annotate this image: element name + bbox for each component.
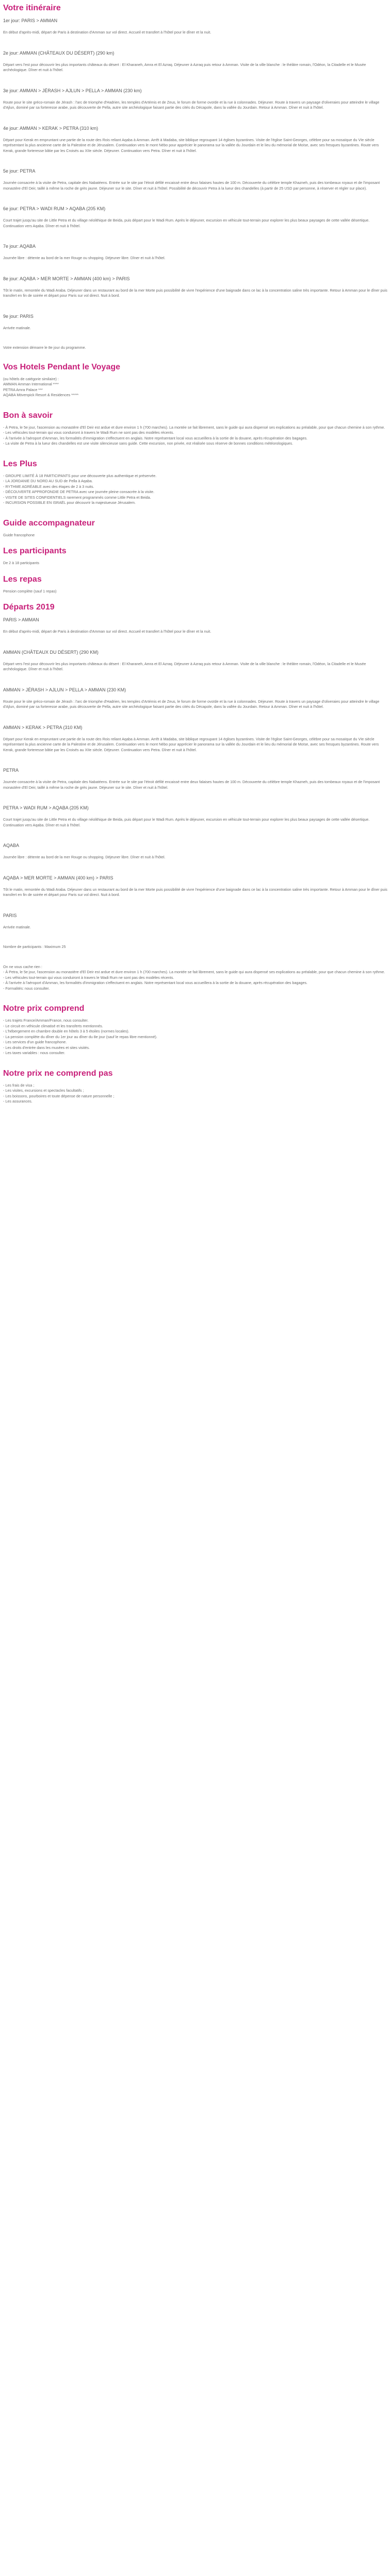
not-included-line: - Les boissons, pourboires et toute dépense de nature personnelle ;: [3, 1093, 115, 1098]
meals-text: Pension complète (sauf 1 repas): [3, 588, 57, 594]
participants-section: [3, 546, 388, 566]
plus-line: - INCURSION POSSIBLE EN ISRAËL pour découvrir la majestueuse Jérusalem.: [3, 500, 136, 505]
good-to-know-line: - À l'arrivée à l'aéroport d'Amman, les formalités d'immigration s'effectuent en anglais. Notre représentant local vous accueillera à la sortie de la douane, après récupération des bagages.: [3, 435, 308, 440]
good-to-know-heading: Bon à savoir: [3, 411, 53, 420]
good-to-know-list: [3, 425, 388, 447]
day-block: [3, 125, 388, 154]
included-line: - La pension complète du dîner du 1er jour au dîner du 8e jour (sauf le repas libre mentionné).: [3, 1034, 157, 1039]
hotel-line: (ou hôtels de catégorie similaire) :: [3, 376, 59, 381]
day-description: Court trajet jusqu'au site de Little Petra et du village néolithique de Beida, puis départ pour le Wadi Rum. Après le déjeuner, excursion en véhicule tout-terrain pour explorer les plus beaux paysages de cette vallée désertique. Continuation vers Aqaba. Dîner et nuit à l'hôtel.: [3, 218, 370, 228]
day-block: [3, 50, 388, 73]
day-block: [3, 88, 388, 111]
day-description: En début d'après-midi, départ de Paris à destination d'Amman sur vol direct. Accueil et transfert à l'hôtel pour le dîner et la nuit.: [3, 30, 211, 35]
day-title: AQABA: [3, 843, 20, 848]
day-block: [3, 18, 388, 36]
note-line: - Les véhicules tout-terrain qui vous conduiront à travers le Wadi Rum ne sont pas des modèles récents.: [3, 975, 174, 980]
plus-line: - DÉCOUVERTE APPROFONDIE DE PETRA avec une journée pleine consacrée à la visite.: [3, 489, 155, 494]
meals-heading: Les repas: [3, 574, 42, 584]
plus-line: - GROUPE LIMITÉ À 18 PARTICIPANTS pour une découverte plus authentique et préservée.: [3, 473, 157, 478]
included-line: - Les trajets France/Amman/France, nous consulter.: [3, 1018, 89, 1023]
day-block: [3, 875, 388, 898]
day-description: Route pour le site gréco-romain de Jérash : l'arc de triomphe d'Hadrien, les temples d'Artémis et de Zeus, le forum de forme ovoïde et la rue à colonnades. Déjeuner. Route à travers un paysage d'oliveraies pour atteindre le village d'Ajlun, dominé par sa forteresse arabe, puis découverte de Pella, autre site archéologique faisant partie des cités du Décapole, dans la vallée du Jourdain. Retour à Amman. Dîner et nuit à l'hôtel.: [3, 699, 380, 709]
plus-line: - VISITE DE SITES CONFIDENTIELS rarement programmés comme Little Petra et Beida.: [3, 495, 151, 500]
day-block: [3, 617, 388, 635]
included-section: [3, 1004, 388, 1056]
not-included-line: - Les visites, excursions et spectacles facultatifs ;: [3, 1088, 84, 1093]
day-title: 6e jour: PETRA > WADI RUM > AQABA (205 KM): [3, 206, 106, 211]
hotels-list: [3, 377, 388, 398]
guide-text: Guide francophone: [3, 532, 35, 537]
departures-heading: Départs 2019: [3, 603, 55, 612]
day-block: [3, 842, 388, 860]
included-line: - Les droits d'entrée dans les musées et sites visités.: [3, 1045, 90, 1050]
day-block: [3, 687, 388, 710]
guide-heading: Guide accompagnateur: [3, 518, 95, 528]
day-title: AMMAN (CHÂTEAUX DU DÉSERT) (290 KM): [3, 649, 99, 655]
day-block: [3, 912, 388, 930]
hotels-heading: Vos Hotels Pendant le Voyage: [3, 362, 121, 371]
included-heading: Notre prix comprend: [3, 1004, 85, 1013]
hotel-line: AMMAN Amman International ****: [3, 382, 59, 386]
departures-days: [3, 617, 388, 930]
pluses-heading: Les Plus: [3, 459, 37, 468]
day-description: Journée consacrée à la visite de Petra, capitale des Nabatéens. Entrée sur le site par l'étroit défilé encaissé entre deux falaises hautes de 100 m. Découverte du célèbre temple Khazneh, puis des tombeaux royaux et de l'imposant monastère d'El Deir, taillé à même la roche de grès jaune. Déjeuner sur le site. Dîner et nuit à l'hôtel.: [3, 779, 380, 790]
not-included-section: [3, 1069, 388, 1105]
departures-section: [3, 602, 388, 991]
good-to-know-line: - À Petra, le 5e jour, l'ascension au monastère d'El Deir est ardue et dure environ 1 h (700 marches). La montée se fait librement, sans le guide qui aura dispensé ses explications au préalable, pour que chacun chemine à son rythme.: [3, 425, 385, 430]
day-title: 3e jour: AMMAN > JÉRASH > AJLUN > PELLA > AMMAN (230 km): [3, 88, 142, 93]
not-included-list: [3, 1083, 388, 1105]
day-title: 4e jour: AMMAN > KERAK > PETRA (310 km): [3, 125, 99, 131]
included-list: [3, 1018, 388, 1056]
day-title: AMMAN > JÉRASH > AJLUN > PELLA > AMMAN (230 KM): [3, 687, 126, 692]
day-block: [3, 767, 388, 790]
guide-section: [3, 518, 388, 538]
day-block: [3, 243, 388, 261]
day-block: [3, 805, 388, 828]
good-to-know-section: [3, 411, 388, 447]
day-title: 1er jour: PARIS > AMMAN: [3, 18, 58, 23]
participants-max: Nombre de participants : Maximum 25: [3, 944, 66, 949]
pluses-list: [3, 473, 388, 506]
participants-text: De 2 à 18 participants: [3, 561, 39, 565]
not-included-line: - Les assurances.: [3, 1099, 32, 1104]
day-title: 2e jour: AMMAN (CHÂTEAUX DU DÉSERT) (290 km): [3, 50, 115, 56]
day-description: Départ vers l'est pour découvrir les plus importants châteaux du désert : El Kharaneh, Amra et El Azraq. Déjeuner à Azraq puis retour à Amman. Visite de la ville blanche : le théâtre romain, l'Odéon, la Citadelle et le Musée archéologique. Dîner et nuit à l'hôtel.: [3, 661, 366, 671]
day-description: Tôt le matin, remontée du Wadi Araba. Déjeuner dans un restaurant au bord de la mer Morte puis possibilité de vivre l'expérience d'une baignade dans ce lac à la concentration saline très importante. Retour à Amman pour le dîner puis transfert en fin de soirée et départ pour Paris sur vol direct. Nuit à bord.: [3, 887, 387, 897]
day-title: AQABA > MER MORTE > AMMAN (400 km) > PARIS: [3, 875, 113, 880]
included-line: - Le circuit en véhicule climatisé et les transferts mentionnés.: [3, 1023, 103, 1028]
itinerary-section: [3, 3, 388, 351]
day-block: [3, 724, 388, 753]
day-title: 7e jour: AQABA: [3, 244, 36, 249]
included-line: - L'hébergement en chambre double en hôtels 3 à 5 étoiles (normes locales).: [3, 1029, 129, 1033]
day-title: 9e jour: PARIS: [3, 313, 34, 319]
day-block: [3, 649, 388, 672]
day-description: Route pour le site gréco-romain de Jérash : l'arc de triomphe d'Hadrien, les temples d'Artémis et de Zeus, le forum de forme ovoïde et la rue à colonnades. Déjeuner. Route à travers un paysage d'oliveraies pour atteindre le village d'Ajlun, dominé par sa forteresse arabe, puis découverte de Pella, autre site archéologique faisant partie des cités du Décapole, dans la vallée du Jourdain. Retour à Amman. Dîner et nuit à l'hôtel.: [3, 99, 380, 110]
notes-title: On ne vous cache rien :: [3, 964, 42, 969]
hotels-section: [3, 362, 388, 398]
day-description: Arrivée matinale.: [3, 924, 31, 929]
plus-line: - RYTHME AGRÉABLE avec des étapes de 2 à 3 nuits.: [3, 484, 94, 489]
document: [0, 0, 391, 1105]
good-to-know-line: - Les véhicules tout-terrain qui vous conduiront à travers le Wadi Rum ne sont pas des modèles récents.: [3, 430, 174, 435]
day-description: Journée libre : détente au bord de la mer Rouge ou shopping. Déjeuner libre. Dîner et nuit à l'hôtel.: [3, 256, 166, 260]
day-title: 8e jour: AQABA > MER MORTE > AMMAN (400 km) > PARIS: [3, 276, 130, 281]
hotel-line: AQABA Mövenpick Resort & Residences *****: [3, 393, 79, 397]
note-line: - Formalités: nous consulter.: [3, 986, 50, 991]
plus-line: - LA JORDANIE DU NORD AU SUD de Pella à Aqaba.: [3, 479, 93, 483]
good-to-know-line: - La visite de Petra à la lueur des chandelles est une visite silencieuse sans guide. Cette excursion, non privée, est réalisée sous réserve de bonnes conditions météorologiques.: [3, 441, 294, 446]
itinerary-heading: Votre itinéraire: [3, 4, 61, 12]
day-description: Départ vers l'est pour découvrir les plus importants châteaux du désert : El Kharaneh, Amra et El Azraq. Déjeuner à Azraq puis retour à Amman. Visite de la ville blanche : le théâtre romain, l'Odéon, la Citadelle et le Musée archéologique. Dîner et nuit à l'hôtel.: [3, 62, 366, 72]
note-line: - À Petra, le 5e jour, l'ascension au monastère d'El Deir est ardue et dure environ 1 h (700 marches). La montée se fait librement, sans le guide qui aura dispensé ses explications au préalable, pour que chacun chemine à son rythme.: [3, 970, 385, 974]
day-title: 5e jour: PETRA: [3, 168, 36, 174]
day-block: [3, 276, 388, 299]
pluses-section: [3, 459, 388, 506]
participants-heading: Les participants: [3, 547, 67, 555]
itinerary-closing: Votre extension démarre le 8e jour du programme.: [3, 345, 86, 350]
day-title: PARIS > AMMAN: [3, 617, 39, 622]
day-title: PARIS: [3, 912, 17, 918]
day-title: PETRA: [3, 768, 19, 773]
day-title: PETRA > WADI RUM > AQABA (205 KM): [3, 805, 89, 810]
day-description: Journée libre : détente au bord de la mer Rouge ou shopping. Déjeuner libre. Dîner et nuit à l'hôtel.: [3, 855, 166, 859]
not-included-heading: Notre prix ne comprend pas: [3, 1069, 113, 1078]
included-line: - Les taxes variables : nous consulter.: [3, 1050, 66, 1055]
day-title: AMMAN > KERAK > PETRA (310 KM): [3, 724, 83, 730]
day-description: En début d'après-midi, départ de Paris à destination d'Amman sur vol direct. Accueil et transfert à l'hôtel pour le dîner et la nuit.: [3, 629, 211, 634]
day-description: Court trajet jusqu'au site de Little Petra et du village néolithique de Beida, puis départ pour le Wadi Rum. Après le déjeuner, excursion en véhicule tout-terrain pour explorer les plus beaux paysages de cette vallée désertique. Continuation vers Aqaba. Dîner et nuit à l'hôtel.: [3, 817, 370, 827]
day-block: [3, 313, 388, 331]
notes-list: [3, 970, 388, 991]
itinerary-days: [3, 18, 388, 331]
day-block: [3, 168, 388, 191]
day-description: Départ pour Kerak en empruntant une partie de la route des Rois reliant Aqaba à Amman. Arrêt à Madaba, site biblique regroupant 14 églises byzantines. Visite de l'église Saint-Georges, célèbre pour sa mosaïque du VIe siècle représentant la plus ancienne carte de la Palestine et de Jérusalem. Continuation vers le mont Nébo pour apprécier le panorama sur la vallée du Jourdain et le lieu du mémorial de Moïse, avec ses fresques byzantines. Route vers Kerak, grande forteresse bâtie par les Croisés au XIIe siècle. Déjeuner. Continuation vers Petra. Dîner et nuit à l'hôtel.: [3, 736, 379, 752]
hotel-line: PETRA Amra Palace ***: [3, 387, 43, 392]
day-description: Tôt le matin, remontée du Wadi Araba. Déjeuner dans un restaurant au bord de la mer Morte puis possibilité de vivre l'expérience d'une baignade dans ce lac à la concentration saline très importante. Retour à Amman pour le dîner puis transfert en fin de soirée et départ pour Paris sur vol direct. Nuit à bord.: [3, 287, 387, 298]
included-line: - Les services d'un guide francophone.: [3, 1040, 67, 1044]
not-included-line: - Les frais de visa ;: [3, 1082, 35, 1088]
note-line: - À l'arrivée à l'aéroport d'Amman, les formalités d'immigration s'effectuent en anglais. Notre représentant local vous accueillera à la sortie de la douane, après récupération des bagages.: [3, 980, 308, 985]
day-block: [3, 206, 388, 229]
day-description: Départ pour Kerak en empruntant une partie de la route des Rois reliant Aqaba à Amman. Arrêt à Madaba, site biblique regroupant 14 églises byzantines. Visite de l'église Saint-Georges, célèbre pour sa mosaïque du VIe siècle représentant la plus ancienne carte de la Palestine et de Jérusalem. Continuation vers le mont Nébo pour apprécier le panorama sur la vallée du Jourdain et le lieu du mémorial de Moïse, avec ses fresques byzantines. Route vers Kerak, grande forteresse bâtie par les Croisés au XIIe siècle. Déjeuner. Continuation vers Petra. Dîner et nuit à l'hôtel.: [3, 137, 379, 153]
day-description: Journée consacrée à la visite de Petra, capitale des Nabatéens. Entrée sur le site par l'étroit défilé encaissé entre deux falaises hautes de 100 m. Découverte du célèbre temple Khazneh, puis des tombeaux royaux et de l'imposant monastère d'El Deir, taillé à même la roche de grès jaune. Déjeuner sur le site. Dîner et nuit à l'hôtel. Possibilité de découvrir Petra à la lueur des chandelles (à partir de 25 USD par personne, à réserver et régler sur place).: [3, 180, 380, 191]
day-description: Arrivée matinale.: [3, 325, 31, 330]
meals-section: [3, 574, 388, 595]
